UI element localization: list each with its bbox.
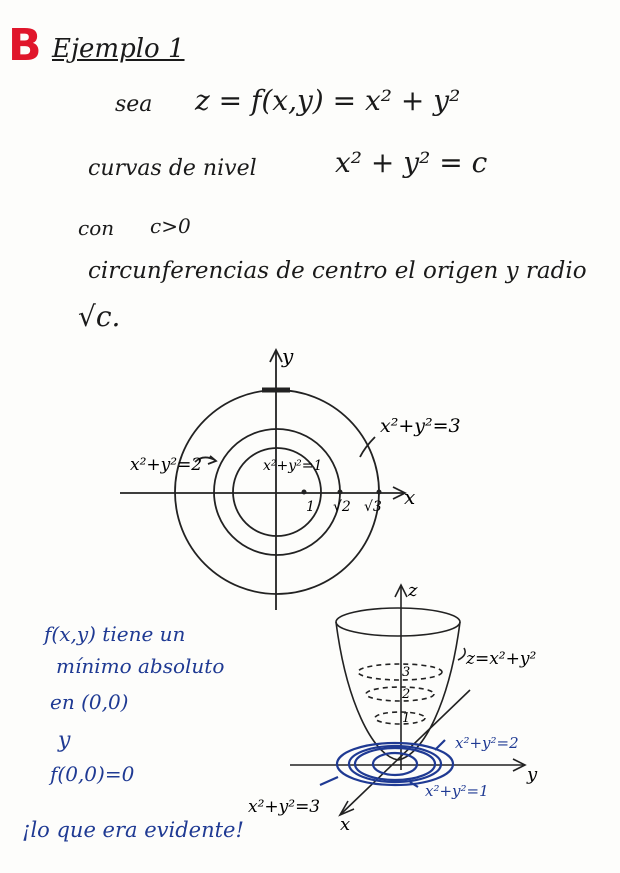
x-axis-label: x [404,485,416,509]
surface-equation: z=x²+y² [466,649,537,669]
projected-curve-1: x²+y²=1 [425,782,489,800]
y-axis-3d-label: y [527,764,538,785]
note-line-3: en (0,0) [50,690,129,714]
note-line-1: f(x,y) tiene un [44,622,186,646]
projected-level-curves [320,740,453,787]
circles-description: circunferencias de centro el origen y radio [88,258,587,284]
function-formula: z = f(x,y) = x² + y² [195,84,461,117]
label-c2: x²+y²=2 [130,455,203,475]
paraboloid-rim [336,608,460,636]
y-axis-label: y [282,344,294,368]
tick-sqrt2: √2 [333,499,351,515]
label-c3: x²+y²=3 [380,415,461,437]
note-line-5: f(0,0)=0 [50,762,135,786]
x-axis-3d-label: x [340,814,351,835]
level-curves-formula: x² + y² = c [335,146,488,179]
level-3-label: 3 [402,665,411,680]
level-2-label: 2 [402,687,411,702]
note-line-2: mínimo absoluto [56,654,225,678]
level-curves-label: curvas de nivel [88,156,257,181]
paraboloid-surface [336,622,460,760]
page-title: Ejemplo 1 [52,34,185,64]
z-axis-label: z [408,580,418,601]
label-c1: x²+y²=1 [263,458,323,474]
radius-sqrt-c: √c. [78,300,121,333]
condition: c>0 [150,214,191,238]
level-1-ellipse [375,712,425,724]
tick-sqrt3: √3 [364,499,382,515]
level-1-label: 1 [402,711,411,726]
level-2-ellipse [366,687,434,701]
surface-label-arrow [458,648,465,660]
projected-curve-2: x²+y²=2 [455,734,519,752]
tick-1: 1 [306,499,315,515]
note-line-4: y [58,728,71,753]
projected-curve-3: x²+y²=3 [248,797,321,817]
sea-label: sea [115,92,153,117]
note-line-6: ¡lo que era evidente! [22,818,244,842]
con-label: con [78,216,115,240]
level-3-ellipse [358,664,442,680]
section-badge: B [8,20,42,71]
